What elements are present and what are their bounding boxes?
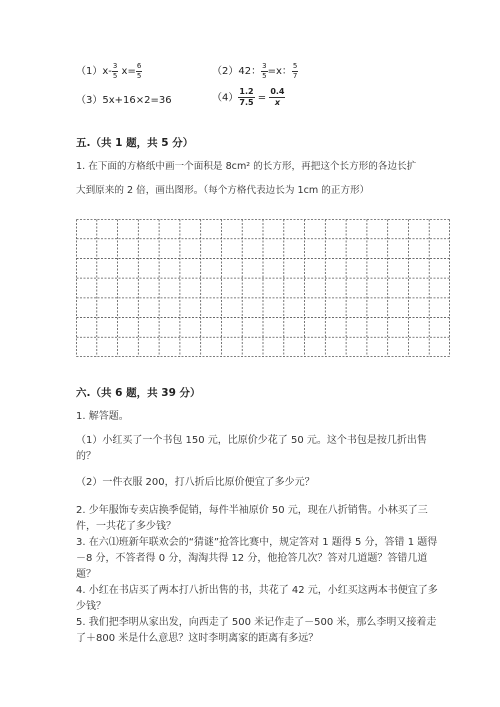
section-6-q1-sub2: （2）一件衣服 200，打八折后比原价便宜了多少元？ bbox=[76, 477, 315, 488]
fraction: $\frac{3}{5}$ bbox=[112, 61, 118, 80]
section-6-q4: 4. 小红在书店买了两本打八折出售的书，共花了 42 元，小红买这两本书便宜了多少钱？ bbox=[76, 585, 438, 612]
equation-1-label: （1）x- bbox=[76, 66, 112, 77]
equation-4-label: （4） bbox=[212, 92, 239, 104]
equation-1 bbox=[76, 62, 142, 80]
section-6-heading: 六.（共 6 题，共 39 分） bbox=[76, 387, 201, 399]
equation-2-label: （2）42： bbox=[212, 66, 262, 77]
section-6-q3: 3. 在六⑴班新年联欢会的“猜谜”抢答比赛中，规定答对 1 题得 5 分，答错 1 题得－8 分，不答者得 0 分，淘淘共得 12 分，他抢答几次？答对几道题？答错几道题？ bbox=[76, 537, 438, 580]
section-5-question-line-2: 大到原来的 2 倍，画出图形。（每个方格代表边长为 1cm 的正方形） bbox=[76, 185, 370, 196]
equation-2 bbox=[212, 62, 298, 80]
equation-3: （3）5x+16×2=36 bbox=[76, 95, 172, 106]
fraction: $\frac{0.4}{x}$ bbox=[270, 87, 285, 107]
fraction: $\frac{5}{7}$ bbox=[292, 61, 298, 80]
square-grid[interactable] bbox=[76, 219, 450, 357]
section-5-heading: 五.（共 1 题，共 5 分） bbox=[76, 137, 194, 149]
fraction: $\frac{3}{5}$ bbox=[262, 61, 267, 80]
section-6-q2: 2. 少年服饰专卖店换季促销，每件半袖原价 50 元，现在八折销售。小林买了三件，一共花了多少钱？ bbox=[76, 505, 428, 532]
fraction: $\frac{6}{5}$ bbox=[136, 61, 142, 80]
section-6-q1-sub1: （1）小红买了一个书包 150 元，比原价少花了 50 元。这个书包是按几折出售的？ bbox=[76, 435, 427, 462]
equation-4-mid: = bbox=[257, 92, 267, 104]
equation-2-mid: =x： bbox=[267, 66, 292, 77]
fraction: $\frac{1.2}{7.5}$ bbox=[239, 87, 254, 107]
section-6-q1-title: 1. 解答题。 bbox=[76, 411, 129, 422]
equation-1-mid: x= bbox=[121, 66, 136, 77]
section-6-q5: 5. 我们把李明从家出发，向西走了 500 米记作走了－500 米，那么李明又接着走了＋800 米是什么意思？这时李明离家的距离有多远？ bbox=[76, 617, 437, 644]
section-5-question-line-1: 1. 在下面的方格纸中画一个面积是 8cm² 的长方形，再把这个长方形的各边长扩 bbox=[76, 161, 417, 172]
equation-4 bbox=[212, 88, 285, 107]
